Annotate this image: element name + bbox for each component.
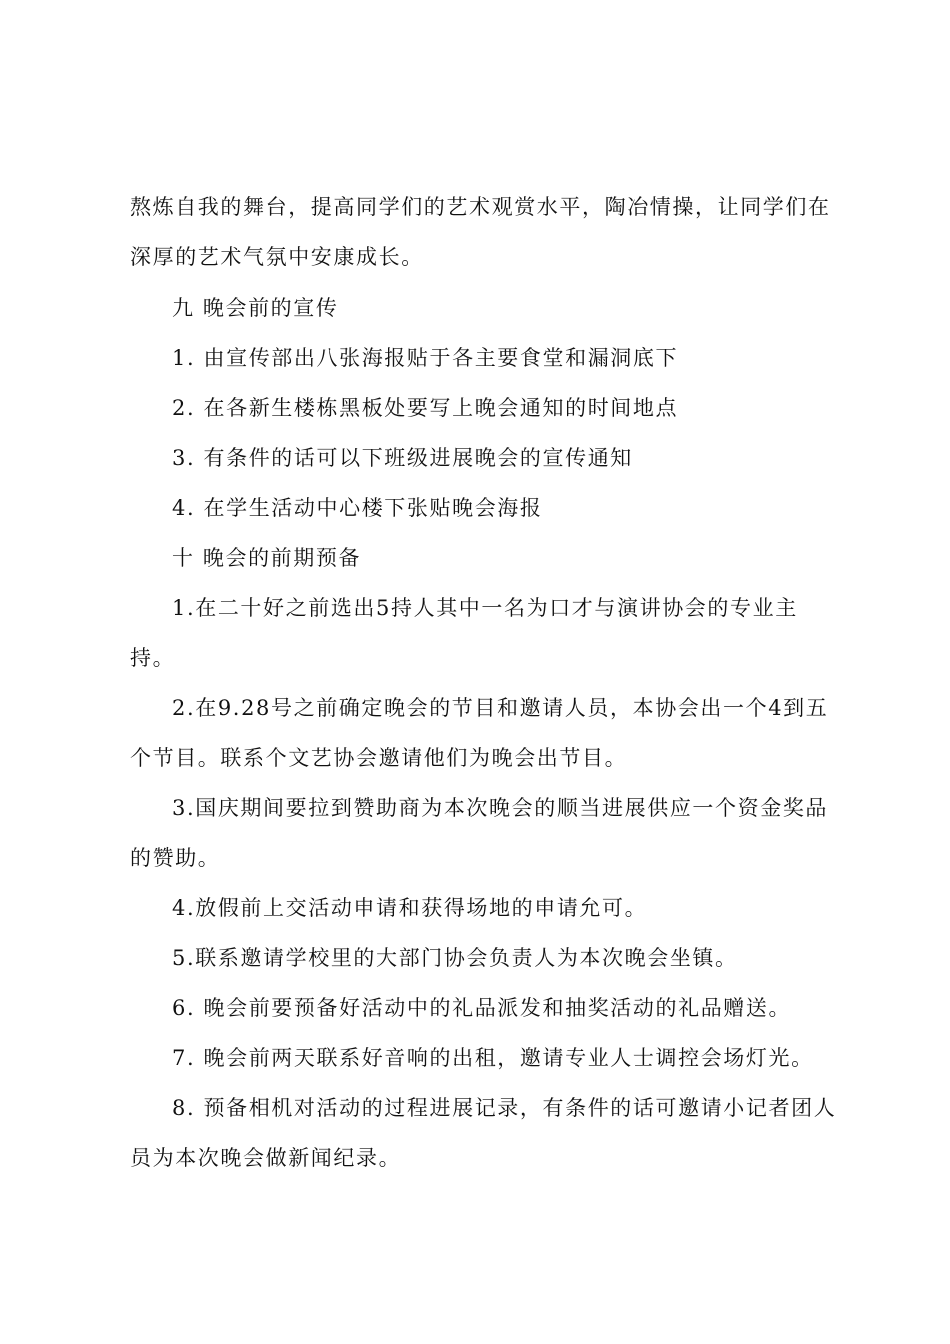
paragraph-line: 深厚的艺术气氛中安康成长。 [130,245,424,269]
section-heading-nine: 九 晚会前的宣传 [172,296,339,320]
list-item: 8. 预备相机对活动的过程进展记录，有条件的话可邀请小记者团人 [172,1096,837,1120]
list-item: 2.在9.28号之前确定晚会的节目和邀请人员，本协会出一个4到五 [172,696,829,720]
list-item: 1. 由宣传部出八张海报贴于各主要食堂和漏洞底下 [172,346,679,370]
list-item-continuation: 个节目。联系个文艺协会邀请他们为晚会出节目。 [130,746,628,770]
section-heading-ten: 十 晚会的前期预备 [172,546,362,570]
list-item: 1.在二十好之前选出5持人其中一名为口才与演讲协会的专业主 [172,596,798,620]
list-item: 6. 晚会前要预备好活动中的礼品派发和抽奖活动的礼品赠送。 [172,996,792,1020]
list-item: 3. 有条件的话可以下班级进展晚会的宣传通知 [172,446,633,470]
list-item: 7. 晚会前两天联系好音响的出租，邀请专业人士调控会场灯光。 [172,1046,814,1070]
list-item: 4. 在学生活动中心楼下张贴晚会海报 [172,496,543,520]
list-item: 3.国庆期间要拉到赞助商为本次晚会的顺当进展供应一个资金奖品 [172,796,829,820]
list-item-continuation: 员为本次晚会做新闻纪录。 [130,1146,402,1170]
list-item-continuation: 的赞助。 [130,846,221,870]
list-item: 4.放假前上交活动申请和获得场地的申请允可。 [172,896,648,920]
list-item: 2. 在各新生楼栋黑板处要写上晚会通知的时间地点 [172,396,679,420]
list-item: 5.联系邀请学校里的大部门协会负责人为本次晚会坐镇。 [172,946,738,970]
list-item-continuation: 持。 [130,646,176,670]
paragraph-line: 熬炼自我的舞台，提高同学们的艺术观赏水平，陶冶情操，让同学们在 [130,195,831,219]
